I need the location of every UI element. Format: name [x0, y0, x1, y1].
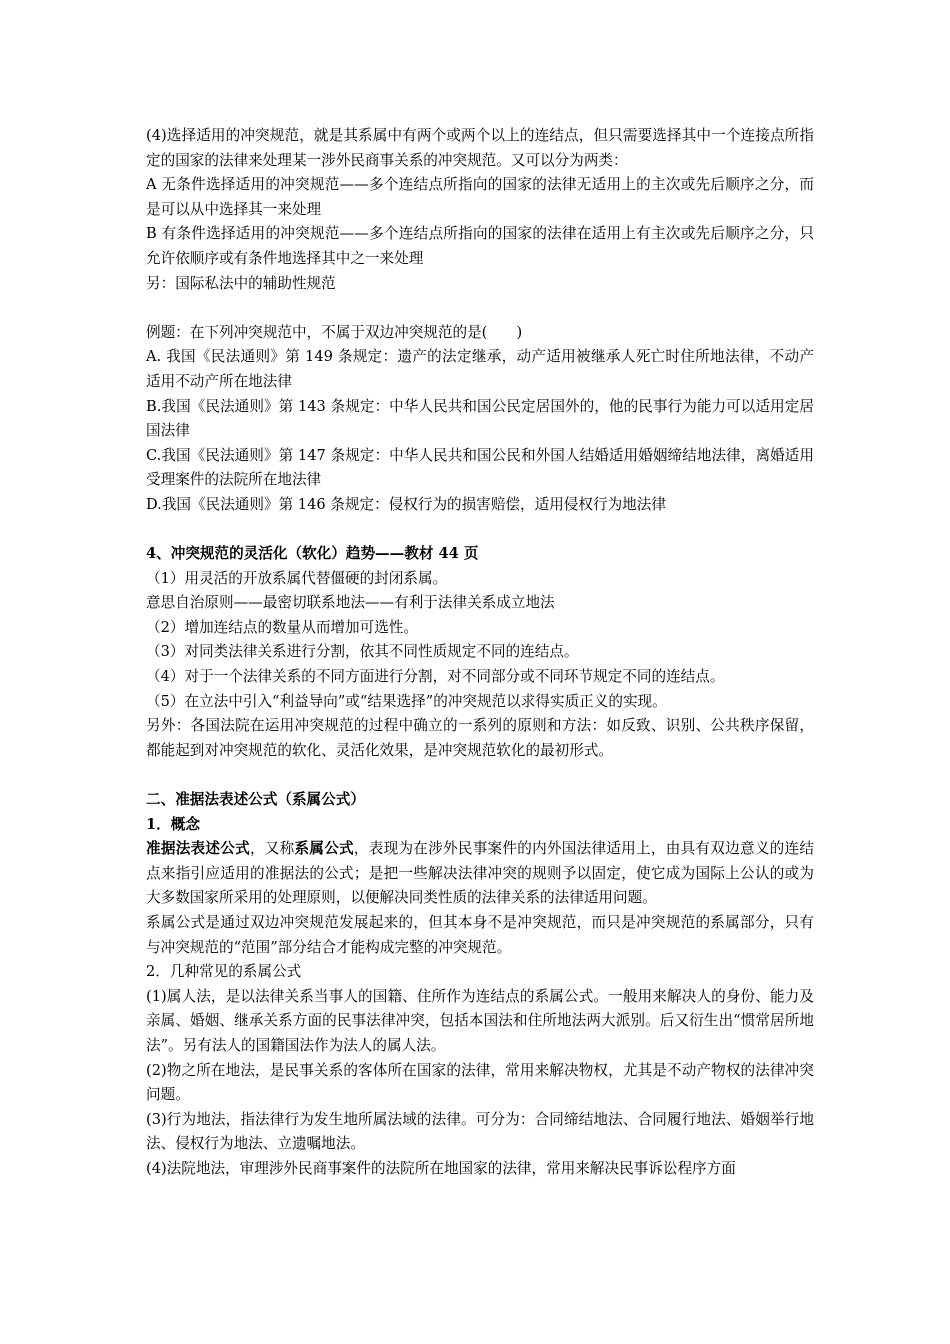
example-option-c: C.我国《民法通则》第 147 条规定：中华人民共和国公民和外国人结婚适用婚姻缔结地法律，离婚适用受理案件的法院所在地法律	[146, 446, 814, 489]
formula-subheading-types: 2．几种常见的系属公式	[146, 963, 302, 981]
definition-connector: ，又称	[249, 840, 295, 858]
trend-item-1-note: 意思自治原则——最密切联系地法——有利于法律关系成立地法	[146, 594, 555, 612]
example-question: 例题：在下列冲突规范中，不属于双边冲突规范的是( )	[146, 323, 523, 341]
trend-item-1: （1）用灵活的开放系属代替僵硬的封闭系属。	[146, 569, 448, 587]
example-option-d: D.我国《民法通则》第 146 条规定：侵权行为的损害赔偿，适用侵权行为地法律	[146, 495, 666, 513]
formula-heading: 二、准据法表述公式（系属公式）	[146, 791, 365, 809]
blank-line	[146, 518, 814, 543]
example-option-a: A. 我国《民法通则》第 149 条规定：遗产的法定继承，动产适用被继承人死亡时住所地法律，不动产适用不动产所在地法律	[146, 348, 814, 390]
selective-rule-intro: (4)选择适用的冲突规范，就是其系属中有两个或两个以上的连结点，但只需要选择其中一个连接点所指定的国家的法律来处理某一涉外民商事关系的冲突规范。又可以分为两类：	[146, 127, 814, 169]
definition-body: ，表现为在涉外民事案件的内外国法律适用上，由具有双边意义的连结点来指引应适用的准据法的公式；是把一些解决法律冲突的规则予以固定，使它成为国际上公认的或为大多数国家所采用的处理原则，以便解决同类性质的法律关系的法律适用问题。	[146, 840, 814, 907]
formula-lex-situs: (2)物之所在地法，是民事关系的客体所在国家的法律，常用来解决物权，尤其是不动产物权的法律冲突问题。	[146, 1061, 814, 1104]
formula-relation: 系属公式是通过双边冲突规范发展起来的，但其本身不是冲突规范，而只是冲突规范的系属部分，只有与冲突规范的“范围”部分结合才能构成完整的冲突规范。	[146, 914, 814, 956]
formula-lex-fori: (4)法院地法，审理涉外民商事案件的法院所在地国家的法律，常用来解决民事诉讼程序方面	[146, 1159, 736, 1177]
definition-term-1: 准据法表述公式	[146, 840, 250, 858]
formula-lex-loci-actus: (3)行为地法，指法律行为发生地所属法域的法律。可分为：合同缔结地法、合同履行地法、婚姻举行地法、侵权行为地法、立遗嘱地法。	[146, 1110, 814, 1153]
trend-item-3: （3）对同类法律关系进行分割，依其不同性质规定不同的连结点。	[146, 643, 579, 661]
trend-item-2: （2）增加连结点的数量从而增加可选性。	[146, 618, 418, 636]
example-option-b: B.我国《民法通则》第 143 条规定：中华人民共和国公民定居国外的，他的民事行为能力可以适用定居国法律	[146, 397, 814, 440]
trend-heading: 4、冲突规范的灵活化（软化）趋势——教材 44 页	[146, 545, 479, 563]
document-body	[146, 124, 814, 1182]
selective-rule-type-a: A 无条件选择适用的冲突规范——多个连结点所指向的国家的法律无适用上的主次或先后顺序之分，而是可以从中选择其一来处理	[146, 176, 814, 218]
formula-subheading-concept: 1．概念	[146, 815, 200, 833]
trend-item-4: （4）对于一个法律关系的不同方面进行分割，对不同部分或不同环节规定不同的连结点。	[146, 668, 725, 686]
auxiliary-rule-note: 另：国际私法中的辅助性规范	[146, 274, 336, 292]
definition-term-2: 系属公式	[294, 840, 354, 858]
formula-definition	[146, 837, 814, 911]
blank-line	[146, 296, 814, 321]
trend-item-5: （5）在立法中引入“利益导向”或“结果选择”的冲突规范以求得实质正义的实现。	[146, 692, 667, 710]
trend-extra: 另外：各国法院在运用冲突规范的过程中确立的一系列的原则和方法：如反致、识别、公共秩序保留，都能起到对冲突规范的软化、灵活化效果，是冲突规范软化的最初形式。	[146, 717, 814, 759]
blank-line	[146, 763, 814, 788]
selective-rule-type-b: B 有条件选择适用的冲突规范——多个连结点所指向的国家的法律在适用上有主次或先后顺序之分，只允许依顺序或有条件地选择其中之一来处理	[146, 225, 814, 267]
formula-personal-law: (1)属人法，是以法律关系当事人的国籍、住所作为连结点的系属公式。一般用来解决人的身份、能力及亲属、婚姻、继承关系方面的民事法律冲突，包括本国法和住所地法两大派别。后又衍生出“惯常居所地法”。另有法人的国籍国法作为法人的属人法。	[146, 987, 814, 1054]
